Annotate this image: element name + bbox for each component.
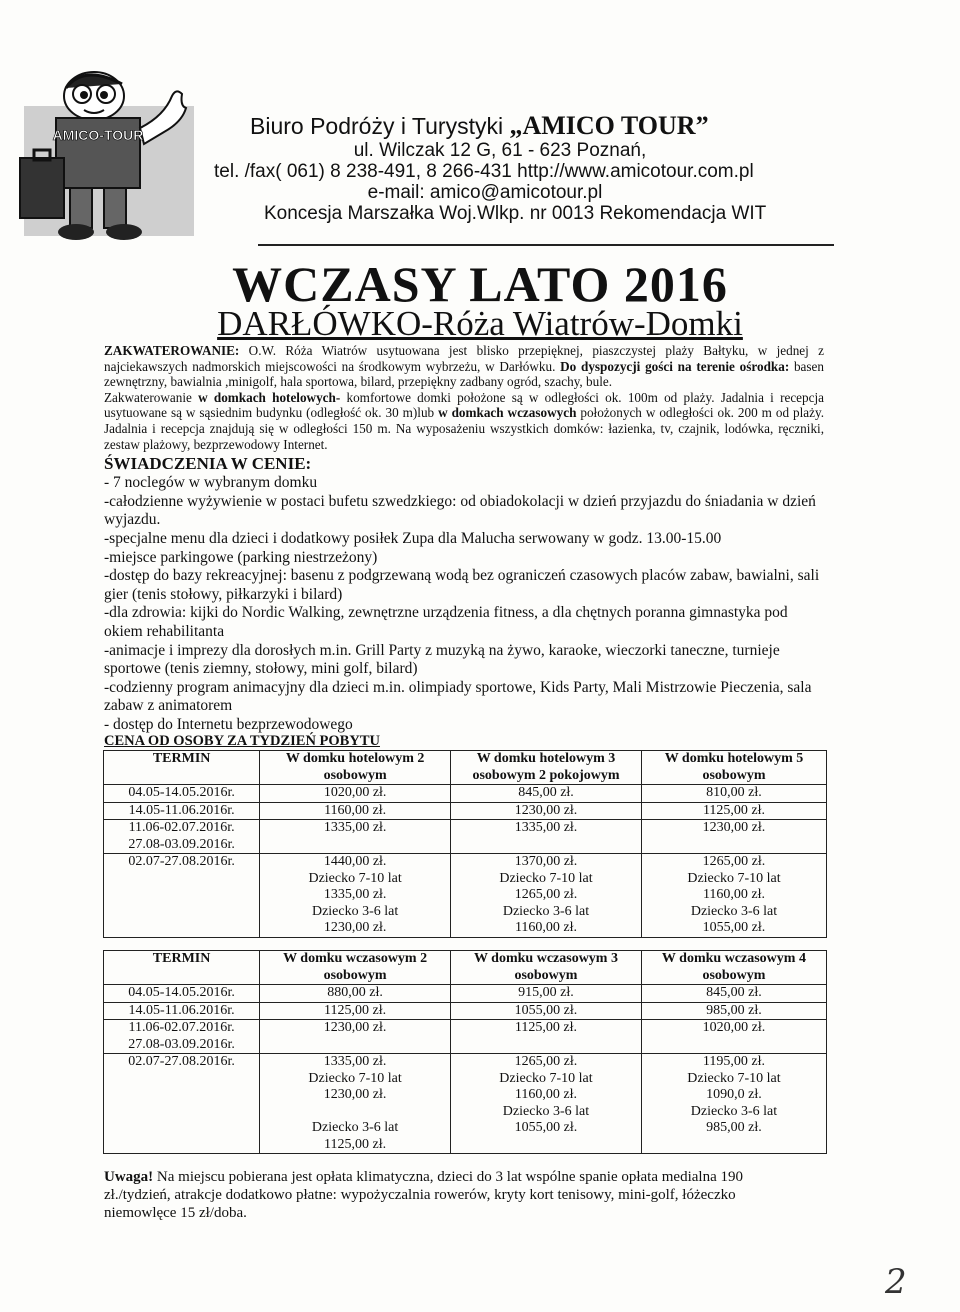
agency-address: ul. Wilczak 12 G, 61 - 623 Poznań, — [353, 140, 647, 161]
agency-header — [214, 111, 830, 224]
table-cell: 11.06-02.07.2016r. 27.08-03.09.2016r. — [104, 1020, 260, 1054]
table-header-row — [104, 751, 827, 785]
header-divider — [258, 244, 834, 246]
table-cell: 14.05-11.06.2016r. — [104, 802, 260, 820]
list-item: -animacje i imprezy dla dorosłych m.in. Grill Party z muzyką na żywo, karaoke, wieczorki taneczne, turnieje sportowe (tenis ziemny, stołowy, mini golf, bilard) — [104, 641, 780, 678]
list-item: -specjalne menu dla dzieci i dodatkowy posiłek Zupa dla Malucha serwowany w godz. 13.00-15.00 — [104, 529, 722, 547]
list-item: - dostęp do Internetu bezprzewodowego — [104, 715, 353, 733]
table-cell: 1265,00 zł. Dziecko 7-10 lat 1160,00 zł. Dziecko 3-6 lat 1055,00 zł. — [451, 1054, 642, 1154]
table-row — [104, 785, 827, 803]
list-item: -dostęp do bazy rekreacyjnej: basenu z podgrzewaną wodą bez ograniczeń czasowych placów zabaw, bawialni, sali gier (tenis stołowy, piłkarzyki i bilard) — [104, 567, 820, 603]
accommodation-paragraph — [104, 343, 824, 390]
table-cell: 880,00 zł. — [260, 985, 451, 1003]
price-caption: CENA OD OSOBY ZA TYDZIEŃ POBYTU — [104, 733, 380, 749]
services-list — [104, 474, 824, 734]
accommodation-text-2a: Zakwaterowanie — [104, 389, 199, 405]
table-cell: 1020,00 zł. — [260, 785, 451, 803]
agency-email: e-mail: amico@amicotour.pl — [367, 182, 603, 203]
table-cell: 04.05-14.05.2016r. — [104, 785, 260, 803]
table-cell: 02.07-27.08.2016r. — [104, 1054, 260, 1154]
table-cell: 1125,00 zł. — [641, 802, 826, 820]
list-item: -miejsce parkingowe (parking niestrzeżony) — [104, 548, 378, 566]
table-cell: 1020,00 zł. — [641, 1020, 826, 1054]
table-cell: 1125,00 zł. — [260, 1002, 451, 1020]
hotel-cottage-price-table — [103, 750, 827, 938]
table-cell: 915,00 zł. — [451, 985, 642, 1003]
table-cell: 1335,00 zł. Dziecko 7-10 lat 1230,00 zł. Dziecko 3-6 lat 1125,00 zł. — [260, 1054, 451, 1154]
agency-prefix: Biuro Podróży i Turystyki — [250, 113, 510, 139]
note-text: Na miejscu pobierana jest opłata klimatyczna, dzieci do 3 lat wspólne spanie opłata medialna 190 zł./tydzień, atrakcje dodatkowo płatne: wypożyczalnia rowerów, kryty kort tenisowy, mini-golf, łóżeczko niemowlęce 15 zł/doba. — [104, 1169, 743, 1221]
list-item: -całodzienne wyżywienie w postaci bufetu szwedzkiego: od obiadokolacji w dzień przyjazdu do śniadania w dzień wyjazdu. — [104, 492, 816, 529]
table-cell: 1195,00 zł. Dziecko 7-10 lat 1090,0 zł. Dziecko 3-6 lat 985,00 zł. — [641, 1054, 826, 1154]
table-cell: 1265,00 zł. Dziecko 7-10 lat 1160,00 zł. Dziecko 3-6 lat 1055,00 zł. — [641, 854, 826, 938]
offer-content — [104, 343, 824, 734]
table-cell: 11.06-02.07.2016r. 27.08-03.09.2016r. — [104, 820, 260, 854]
table-header: W domku wczasowym 3 osobowym — [451, 951, 642, 985]
table-row — [104, 854, 827, 938]
accommodation-text-2c: położonych w odległości ok. 200 m od plaży. Jadalnia i recepcja znajdują się w odległości 150 m. Na wyposażeniu wszystkich domków: łazienka, tv, czajnik, lodówka, ręczniki, zestaw plażowy, bezprzewodowy Internet. — [104, 405, 824, 452]
table-header: W domku wczasowym 4 osobowym — [641, 951, 826, 985]
agency-name — [250, 112, 830, 140]
page-number: 2 — [885, 1262, 907, 1302]
table-cell: 1125,00 zł. — [451, 1020, 642, 1054]
table-cell: 845,00 zł. — [451, 785, 642, 803]
note-label: Uwaga! — [104, 1169, 154, 1185]
table-header: W domku hotelowym 2 osobowym — [260, 751, 451, 785]
accommodation-paragraph-2 — [104, 390, 824, 452]
table-row — [104, 1002, 827, 1020]
list-item: - 7 noclegów w wybranym domku — [104, 474, 318, 492]
table-cell: 04.05-14.05.2016r. — [104, 985, 260, 1003]
table-cell: 1230,00 zł. — [451, 802, 642, 820]
table-cell: 1160,00 zł. — [260, 802, 451, 820]
table-cell: 845,00 zł. — [641, 985, 826, 1003]
accommodation-amenities-label: Do dyspozycji gości na terenie ośrodka: — [560, 358, 790, 374]
accommodation-text-1: O.W. Róża Wiatrów usytuowana jest blisko przepięknej, piaszczystej plaży Bałtyku, w jednej z najciekawszych nadmorskich miejscowości na środkowym wybrzeżu, w Darłówku. — [104, 343, 825, 374]
accommodation-amenities: basen zewnętrzny, bawialnia ,minigolf, hala sportowa, bilard, przepiękny zadbany ogród, szachy, bule. — [104, 358, 824, 390]
table-cell: 1055,00 zł. — [451, 1002, 642, 1020]
table-cell: 1230,00 zł. — [260, 1020, 451, 1054]
table-cell: 1370,00 zł. Dziecko 7-10 lat 1265,00 zł. Dziecko 3-6 lat 1160,00 zł. — [451, 854, 642, 938]
table-cell: 1230,00 zł. — [641, 820, 826, 854]
accommodation-text-2b: komfortowe domki położone są w odległości ok. 100m od plaży. Jadalnia i recepcja usytuowane są w sąsiednim budynku (odległość ok. 30 m)lub — [104, 389, 824, 421]
table-cell: 985,00 zł. — [641, 1002, 826, 1020]
list-item: -dla zdrowia: kijki do Nordic Walking, zewnętrzne urządzenia fitness, a dla chętnych poranna gimnastyka pod okiem rehabilitanta — [104, 604, 788, 640]
table-cell: 02.07-27.08.2016r. — [104, 854, 260, 938]
table-row — [104, 802, 827, 820]
agency-licence: Koncesja Marszałka Woj.Wlkp. nr 0013 Rekomendacja WIT — [264, 203, 767, 224]
table-row — [104, 1020, 827, 1054]
table-header: W domku hotelowym 3 osobowym 2 pokojowym — [451, 751, 642, 785]
list-item: -codzienny program animacyjny dla dzieci m.in. olimpiady sportowe, Kids Party, Mali Mistrzowie Pieczenia, sala zabaw z animatorem — [104, 678, 812, 715]
table-header: W domku hotelowym 5 osobowym — [641, 751, 826, 785]
holiday-cottages-label: w domkach wczasowych — [438, 405, 577, 421]
hotel-cottages-label: w domkach hotelowych- — [198, 389, 341, 405]
table-cell: 810,00 zł. — [641, 785, 826, 803]
table-cell: 1440,00 zł. Dziecko 7-10 lat 1335,00 zł. Dziecko 3-6 lat 1230,00 zł. — [260, 854, 451, 938]
table-cell: 1335,00 zł. — [451, 820, 642, 854]
agency-phone: tel. /fax( 061) 8 238-491, 8 266-431 http://www.amicotour.com.pl — [214, 161, 754, 182]
agency-brand: „AMICO TOUR” — [509, 111, 709, 140]
page-subtitle: DARŁÓWKO-Róża Wiatrów-Domki — [217, 304, 743, 343]
table-header: TERMIN — [104, 751, 260, 785]
page-title: WCZASY LATO 2016 — [232, 256, 728, 312]
table-cell: 1335,00 zł. — [260, 820, 451, 854]
note-paragraph — [104, 1168, 794, 1222]
table-row — [104, 1054, 827, 1154]
table-header: TERMIN — [104, 951, 260, 985]
accommodation-label: ZAKWATEROWANIE: — [104, 343, 249, 358]
table-header-row — [104, 951, 827, 985]
table-header: W domku wczasowym 2 osobowym — [260, 951, 451, 985]
table-cell: 14.05-11.06.2016r. — [104, 1002, 260, 1020]
holiday-cottage-price-table — [103, 950, 827, 1154]
logo-text: AMICO-TOUR — [52, 127, 144, 143]
services-heading: ŚWIADCZENIA W CENIE: — [104, 454, 312, 474]
table-row — [104, 985, 827, 1003]
table-row — [104, 820, 827, 854]
